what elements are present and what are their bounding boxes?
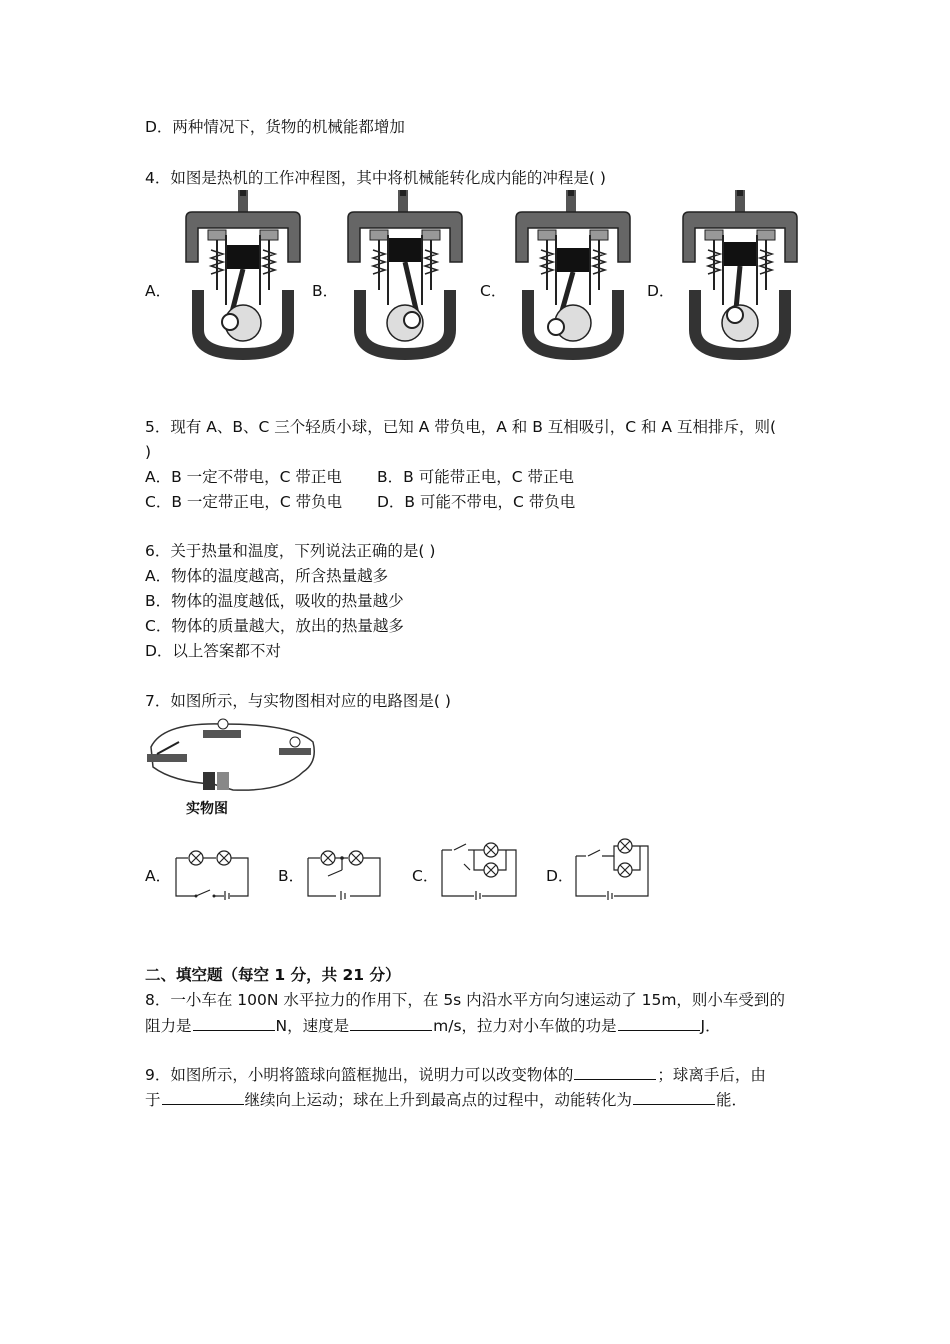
- q7-label-c: C．: [412, 867, 439, 885]
- q7-label-a: A．: [145, 867, 172, 885]
- q6-option-a: A．物体的温度越高，所含热量越多: [145, 567, 389, 585]
- engine-diagram-b: [340, 190, 470, 365]
- q9-answer-blank-3[interactable]: [633, 1088, 715, 1105]
- engine-diagram-c: [508, 190, 638, 365]
- q6-option-c: C．物体的质量越大，放出的热量越多: [145, 617, 404, 635]
- q4-stem: 4．如图是热机的工作冲程图，其中将机械能转化成内能的冲程是( ): [145, 169, 606, 187]
- q5-option-c: C．B 一定带正电，C 带负电: [145, 493, 343, 511]
- q6-option-b: B．物体的温度越低，吸收的热量越少: [145, 592, 404, 610]
- q7-stem: 7．如图所示，与实物图相对应的电路图是( ): [145, 692, 451, 710]
- q5-option-d: D．B 可能不带电，C 带负电: [377, 493, 576, 511]
- q9-line2: [145, 1088, 747, 1111]
- q5-option-a: A．B 一定不带电，C 带正电: [145, 468, 342, 486]
- q4-label-b: B．: [312, 282, 339, 300]
- q6-option-d: D．以上答案都不对: [145, 642, 281, 660]
- q8-text-2: N，速度是: [275, 1017, 350, 1035]
- q7-label-d: D．: [546, 867, 574, 885]
- circuit-diagram-a: [174, 848, 252, 900]
- q8-text-4: J．: [700, 1017, 721, 1035]
- physical-circuit-figure: [143, 712, 323, 812]
- engine-diagram-d: [675, 190, 805, 365]
- q5-option-b: B．B 可能带正电，C 带正电: [377, 468, 574, 486]
- q9-text-4: 继续向上运动；球在上升到最高点的过程中，动能转化为: [244, 1091, 633, 1109]
- q9-answer-blank-1[interactable]: [574, 1063, 656, 1080]
- circuit-diagram-b: [306, 848, 384, 900]
- physical-figure-caption: 实物图: [186, 801, 228, 817]
- q9-text-3: 于: [145, 1091, 161, 1109]
- q8-answer-blank-3[interactable]: [618, 1014, 700, 1031]
- q7-label-b: B．: [278, 867, 305, 885]
- q8-text-3: m/s，拉力对小车做的功是: [433, 1017, 617, 1035]
- q4-label-a: A．: [145, 282, 172, 300]
- engine-diagram-a: [178, 190, 308, 365]
- q8-line2: [145, 1014, 721, 1037]
- q9-text-1: 9．如图所示，小明将篮球向篮框抛出，说明力可以改变物体的: [145, 1066, 574, 1084]
- section2-heading: 二、填空题（每空 1 分，共 21 分）: [145, 966, 401, 984]
- q8-answer-blank-1[interactable]: [193, 1014, 275, 1031]
- q3-option-d: D．两种情况下，货物的机械能都增加: [145, 118, 405, 136]
- q6-stem: 6．关于热量和温度，下列说法正确的是( ): [145, 542, 436, 560]
- q9-line1: [145, 1063, 766, 1086]
- q5-stem-line2: ): [145, 443, 152, 461]
- q4-label-c: C．: [480, 282, 507, 300]
- circuit-diagram-d: [574, 836, 654, 900]
- q8-text-1: 阻力是: [145, 1017, 192, 1035]
- q8-line1: 8．一小车在 100N 水平拉力的作用下，在 5s 内沿水平方向匀速运动了 15m，则小车受到的: [145, 991, 785, 1009]
- q9-text-2: ；球离手后，由: [657, 1066, 766, 1084]
- q8-answer-blank-2[interactable]: [350, 1014, 432, 1031]
- q4-label-d: D．: [647, 282, 675, 300]
- q9-text-5: 能．: [716, 1091, 748, 1109]
- q9-answer-blank-2[interactable]: [162, 1088, 244, 1105]
- q5-stem-line1: 5．现有 A、B、C 三个轻质小球，已知 A 带负电，A 和 B 互相吸引，C 和 A 互相排斥，则(: [145, 418, 777, 436]
- circuit-diagram-c: [440, 836, 520, 900]
